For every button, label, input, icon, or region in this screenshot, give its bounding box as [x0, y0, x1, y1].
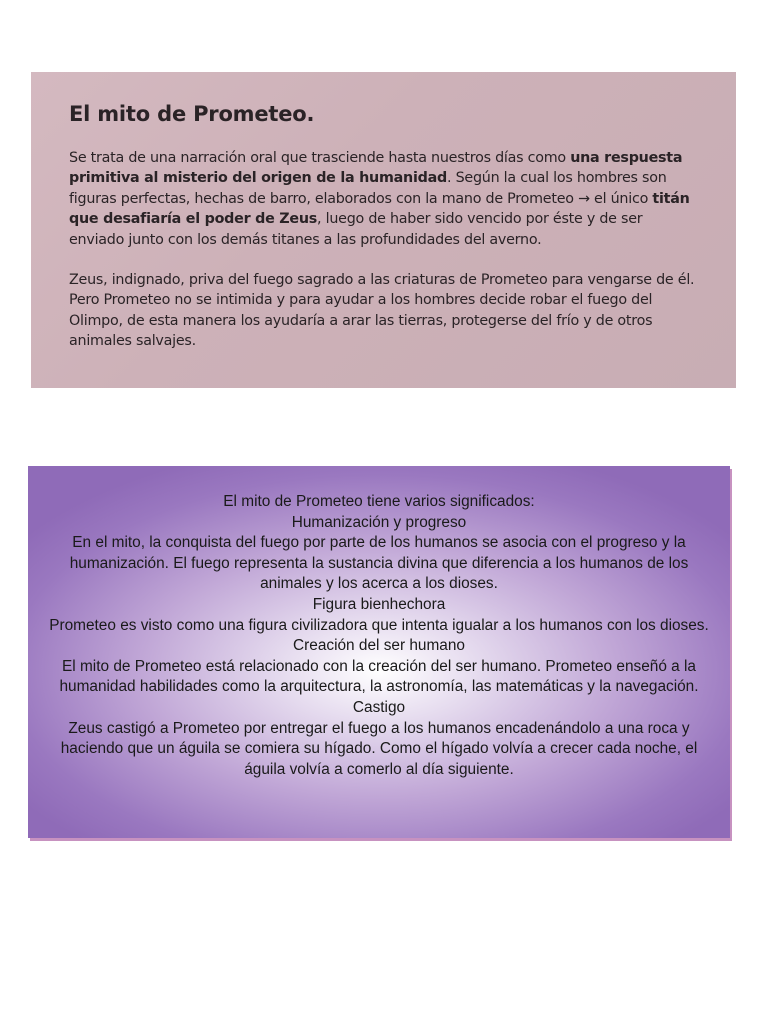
- paragraph-text: , luego de haber sido vencido por éste y de ser enviado junto con los demás titanes a las profundidades del averno.: [69, 211, 643, 248]
- meaning-heading-benefactor: Figura bienhechora: [312, 595, 446, 613]
- arrow-icon: →: [578, 190, 590, 207]
- meanings-card: [28, 466, 730, 838]
- meaning-text-humanization: En el mito, la conquista del fuego por parte de los humanos se asocia con el progreso y la humanización. El fuego representa la sustancia divina que diferencia a los humanos de los animales y los acerca a los dioses.: [69, 534, 689, 593]
- meaning-text-creation: El mito de Prometeo está relacionado con la creación del ser humano. Prometeo enseñó a la humanidad habilidades como la arquitectura, la astronomía, las matemáticas y la navegación.: [59, 657, 699, 696]
- paragraph-text: Se trata de una narración oral que trasciende hasta nuestros días como: [69, 150, 571, 166]
- meaning-text-punishment: Zeus castigó a Prometeo por entregar el fuego a los humanos encadenándolo a una roca y haciendo que un águila se comiera su hígado. Como el hígado volvía a crecer cada noche, el águila volvía a comerlo al día siguiente.: [60, 719, 698, 778]
- paragraph-origin: [69, 148, 696, 250]
- bold-phrase-titan: titán que desafiaría el poder de Zeus: [69, 190, 690, 228]
- bold-phrase-primitive-answer: una respuesta primitiva al misterio del origen de la humanidad: [69, 150, 683, 187]
- paragraph-fire: Zeus, indignado, priva del fuego sagrado a las criaturas de Prometeo para vengarse de él. Pero Prometeo no se intimida y para ayudar a los hombres decide robar el fuego del Olimpo, de esta manera los ayudaría a arar las tierras, protegerse del frío y de otros animales salvajes.: [69, 272, 695, 350]
- paragraph-text: el único: [589, 190, 653, 207]
- meaning-heading-creation: Creación del ser humano: [293, 637, 465, 655]
- prometheus-myth-card: [31, 72, 736, 388]
- meaning-text-benefactor: Prometeo es visto como una figura civilizadora que intenta igualar a los humanos con los dioses.: [49, 616, 709, 634]
- meaning-heading-punishment: Castigo: [352, 698, 406, 716]
- meaning-heading-humanization: Humanización y progreso: [291, 513, 467, 531]
- meanings-intro: El mito de Prometeo tiene varios significados:: [223, 493, 535, 510]
- paragraph-text: . Según la cual los hombres son figuras perfectas, hechas de barro, elaborados con la mano de Prometeo: [69, 170, 667, 207]
- card-title: El mito de Prometeo.: [69, 102, 315, 126]
